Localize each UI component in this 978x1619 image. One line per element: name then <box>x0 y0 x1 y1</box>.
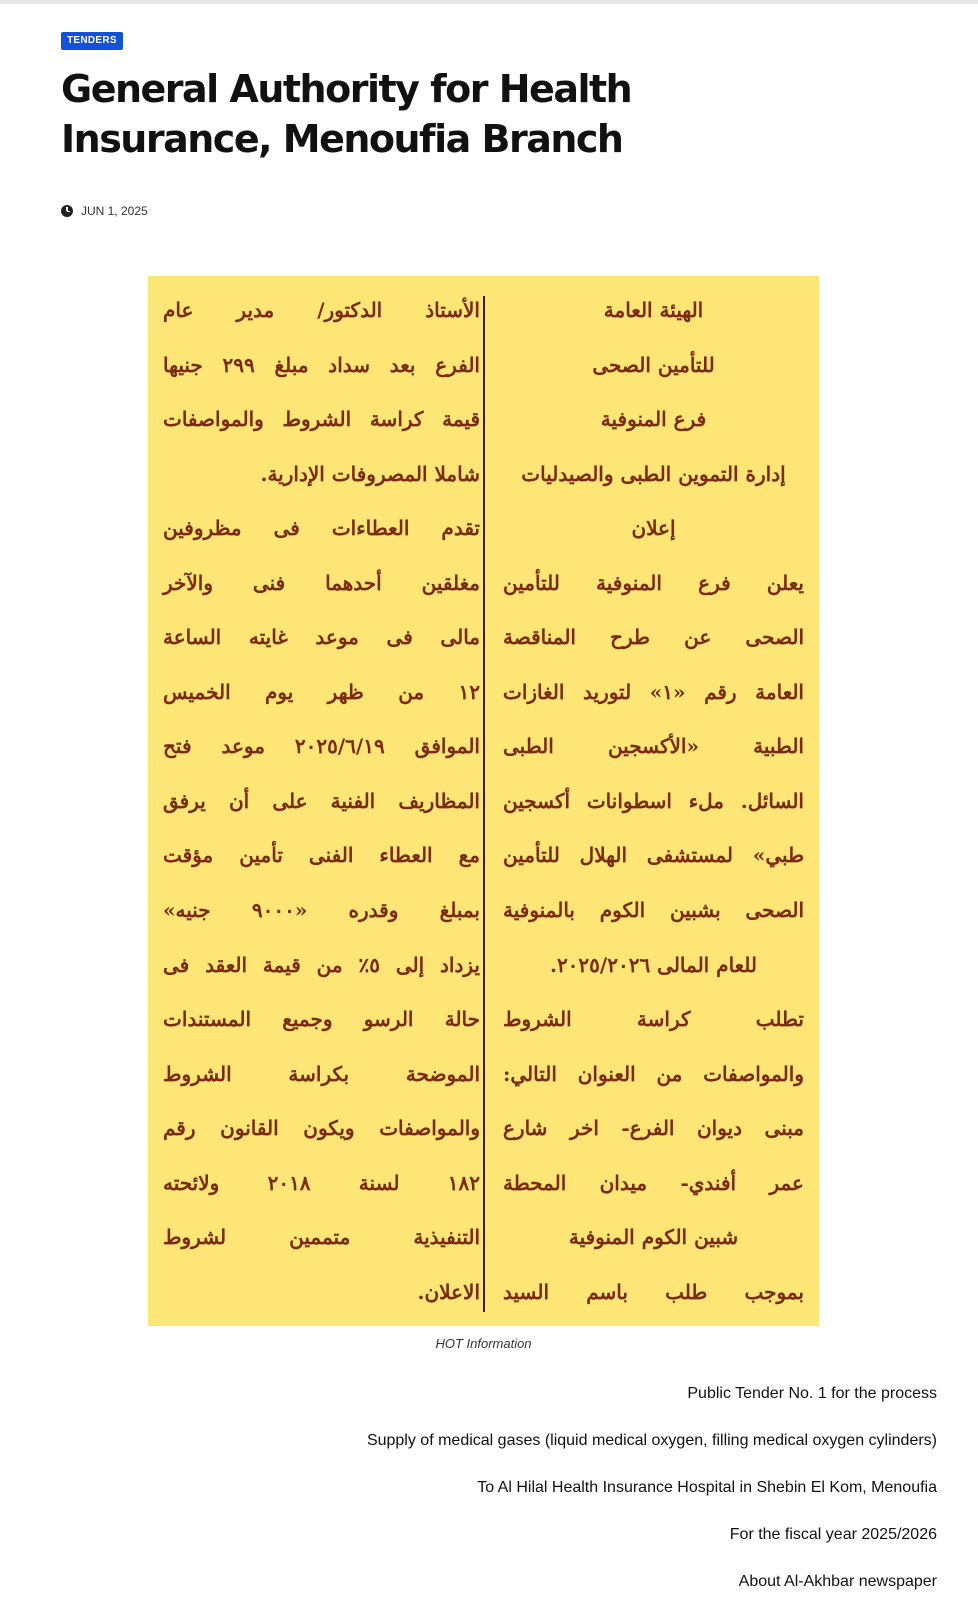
body-paragraph: Public Tender No. 1 for the process <box>687 1385 937 1402</box>
body-paragraph: To Al Hilal Health Insurance Hospital in Shebin El Kom, Menoufia <box>477 1479 937 1496</box>
announcement-line: الفرع بعد سداد مبلغ ٢٩٩ جنيها <box>163 352 480 377</box>
announcement-line: والمواصفات ويكون القانون رقم <box>163 1116 480 1141</box>
category-badge[interactable]: TENDERS <box>61 32 123 50</box>
announcement-line: بموجب طلب باسم السيد <box>503 1279 804 1304</box>
announcement-line: والمواصفات من العنوان التالي: <box>503 1061 804 1086</box>
announcement-line: مبنى ديوان الفرع- اخر شارع <box>503 1116 804 1141</box>
announcement-line: الصحى عن طرح المناقصة <box>503 625 804 650</box>
announcement-line: يعلن فرع المنوفية للتأمين <box>503 570 804 595</box>
body-paragraph: Supply of medical gases (liquid medical oxygen, filling medical oxygen cylinders) <box>366 1432 937 1449</box>
article-body <box>61 1384 937 1619</box>
announcement-line: للتأمين الصحى <box>592 352 715 377</box>
announcement-line: شاملا المصروفات الإدارية. <box>260 461 480 486</box>
announcement-line: فرع المنوفية <box>600 407 707 432</box>
article-meta <box>61 204 148 218</box>
clock-icon <box>61 205 73 217</box>
announcement-line: الصحى بشبين الكوم بالمنوفية <box>503 898 804 923</box>
announcement-line: الهيئة العامة <box>603 298 704 322</box>
announcement-line: الموضحة بكراسة الشروط <box>163 1061 480 1086</box>
announcement-line: قيمة كراسة الشروط والمواصفات <box>163 407 480 432</box>
announcement-left-column <box>163 290 480 1312</box>
announcement-line: الطبية «الأكسجين الطبى <box>503 734 804 759</box>
article-title: General Authority for Health Insurance, Menoufia Branch <box>61 67 632 161</box>
announcement-line: إعلان <box>631 516 676 541</box>
announcement-right-column <box>503 290 804 1312</box>
announcement-line: مغلقين أحدهما فنى والآخر <box>163 570 480 595</box>
body-paragraph: About Al-Akhbar newspaper <box>738 1573 937 1590</box>
announcement-line: ١٨٢ لسنة ٢٠١٨ ولائحته <box>163 1170 481 1195</box>
announcement-line: حالة الرسو وجميع المستندات <box>163 1007 480 1032</box>
announcement-line: طبي» لمستشفى الهلال للتأمين <box>503 843 804 868</box>
announcement-line: مالى فى موعد غايته الساعة <box>163 625 480 650</box>
announcement-line: الأستاذ الدكتور/ مدير عام <box>163 298 480 322</box>
announcement-line: للعام المالى ٢٠٢٥/٢٠٢٦. <box>549 952 758 977</box>
tender-announcement-image <box>148 276 819 1326</box>
column-divider <box>483 296 485 1312</box>
top-border <box>0 0 978 4</box>
publish-date: JUN 1, 2025 <box>81 204 148 218</box>
image-caption: HOT Information <box>435 1336 532 1351</box>
announcement-line: تطلب كراسة الشروط <box>503 1007 804 1032</box>
announcement-line: العامة رقم «١» لتوريد الغازات <box>503 679 804 704</box>
announcement-line: يزداد إلى ٥٪ من قيمة العقد فى <box>163 952 480 977</box>
announcement-line: الاعلان. <box>417 1279 480 1304</box>
announcement-line: عمر أفندي- ميدان المحطة <box>503 1170 804 1195</box>
body-paragraph: For the fiscal year 2025/2026 <box>729 1526 937 1543</box>
announcement-line: التنفيذية متممين لشروط <box>163 1225 480 1250</box>
announcement-line: تقدم العطاءات فى مظروفين <box>163 516 480 541</box>
announcement-line: إدارة التموين الطبى والصيدليات <box>521 461 786 486</box>
announcement-line: بمبلغ وقدره «٩٠٠٠ جنيه» <box>163 898 480 923</box>
announcement-line: السائل. ملء اسطوانات أكسجين <box>503 788 804 813</box>
announcement-line: المظاريف الفنية على أن يرفق <box>163 788 480 813</box>
announcement-line: مع العطاء الفنى تأمين مؤقت <box>163 843 480 868</box>
announcement-line: الموافق ٢٠٢٥/٦/١٩ موعد فتح <box>163 734 480 759</box>
announcement-line: ١٢ من ظهر يوم الخميس <box>163 679 480 704</box>
announcement-line: شبين الكوم المنوفية <box>568 1225 739 1250</box>
